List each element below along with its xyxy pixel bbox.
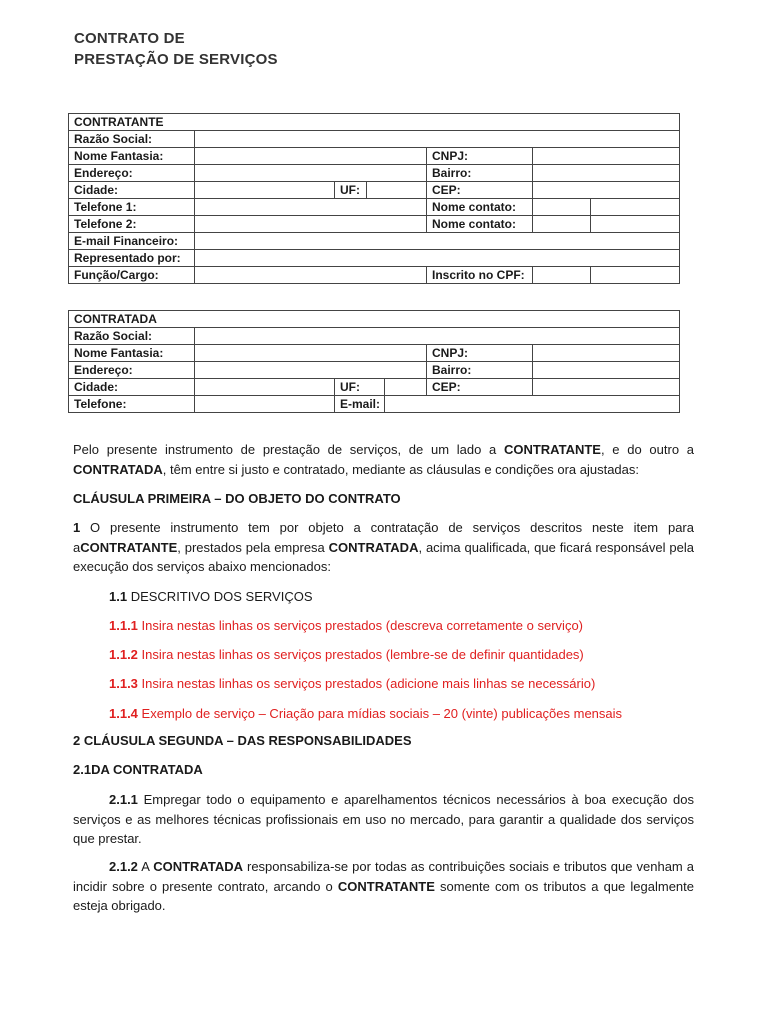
field-uf[interactable] <box>367 182 427 199</box>
field-cnpj-contratada[interactable] <box>533 345 680 362</box>
label-telefone-1: Telefone 1: <box>69 199 195 216</box>
label-inscrito-cpf: Inscrito no CPF: <box>427 267 533 284</box>
paragraph-2-1-2 <box>73 857 694 916</box>
clausula-primeira-heading: CLÁUSULA PRIMEIRA – DO OBJETO DO CONTRATO <box>73 491 401 506</box>
field-nome-fantasia-contratada[interactable] <box>195 345 427 362</box>
p212-contratante: CONTRATANTE <box>337 878 435 894</box>
p212-text-c: somente com os tributos a que legalmente esteja obrigado. <box>73 878 694 913</box>
service-item-2-text: Insira nestas linhas os serviços prestados (lembre-se de definir quantidades) <box>137 647 584 662</box>
field-nome-contato-2b[interactable] <box>591 216 680 233</box>
field-bairro-contratada[interactable] <box>533 362 680 379</box>
field-funcao-cargo[interactable] <box>195 267 427 284</box>
clausula-1-text-1: O presente instrumento tem por objeto a contratação de serviços descritos neste item para a <box>73 520 694 555</box>
p212-text-a: A <box>137 859 154 874</box>
intro-text-2: , e do outro a <box>600 442 694 457</box>
label-email-contratada: E-mail: <box>335 396 385 413</box>
label-cnpj: CNPJ: <box>427 148 533 165</box>
field-email-contratada[interactable] <box>385 396 680 413</box>
title-line-1: CONTRATO DE <box>74 30 185 47</box>
label-cidade-contratada: Cidade: <box>69 379 195 396</box>
clausula-1-number: 1 <box>73 520 81 535</box>
document-title <box>74 28 278 70</box>
contratante-header: CONTRATANTE <box>69 114 680 131</box>
service-item-3-number: 1.1.3 <box>109 676 138 691</box>
label-nome-fantasia: Nome Fantasia: <box>69 148 195 165</box>
clausula-1-text-3: , acima qualificada, que ficará responsável pela execução dos serviços abaixo mencionados: <box>73 539 694 574</box>
field-nome-contato-1b[interactable] <box>591 199 680 216</box>
label-representado-por: Representado por: <box>69 250 195 267</box>
clausula-segunda-heading: 2 CLÁUSULA SEGUNDA – DAS RESPONSABILIDADES <box>73 733 412 748</box>
descritivo-servicos <box>109 587 313 606</box>
field-cpf-a[interactable] <box>533 267 591 284</box>
service-item-3-text: Insira nestas linhas os serviços prestados (adicione mais linhas se necessário) <box>137 676 596 691</box>
label-cidade: Cidade: <box>69 182 195 199</box>
label-telefone-2: Telefone 2: <box>69 216 195 233</box>
field-cidade[interactable] <box>195 182 335 199</box>
label-razao-social: Razão Social: <box>69 131 195 148</box>
p212-text-b: responsabiliza-se por todas as contribuições sociais e tributos que venham a incidir sobre o presente contrato, arcando o <box>73 859 695 894</box>
service-item-1-text: Insira nestas linhas os serviços prestados (descreva corretamente o serviço) <box>137 618 584 633</box>
p211-text: Empregar todo o equipamento e aparelhamentos técnicos necessários à boa execução dos serviços e as melhores técnicas profissionais em uso no mercado, para garantir a qualidade dos serviços que prestar. <box>73 792 694 846</box>
descritivo-label: DESCRITIVO DOS SERVIÇOS <box>127 589 313 604</box>
field-nome-contato-1a[interactable] <box>533 199 591 216</box>
label-cep: CEP: <box>427 182 533 199</box>
field-endereco-contratada[interactable] <box>195 362 427 379</box>
field-razao-social-contratada[interactable] <box>195 328 680 345</box>
label-bairro: Bairro: <box>427 165 533 182</box>
service-item-1 <box>109 616 583 635</box>
label-razao-social-contratada: Razão Social: <box>69 328 195 345</box>
intro-contratante: CONTRATANTE <box>503 442 601 457</box>
contratada-header: CONTRATADA <box>69 311 680 328</box>
service-item-4-text: Exemplo de serviço – Criação para mídias sociais – 20 (vinte) publicações mensais <box>137 706 623 721</box>
label-cep-contratada: CEP: <box>427 379 533 396</box>
label-bairro-contratada: Bairro: <box>427 362 533 379</box>
intro-text-3: , têm entre si justo e contratado, mediante as cláusulas e condições ora ajustadas: <box>162 461 639 477</box>
intro-paragraph <box>73 440 694 479</box>
label-nome-fantasia-contratada: Nome Fantasia: <box>69 345 195 362</box>
field-telefone-contratada[interactable] <box>195 396 335 413</box>
da-contratada-heading: 2.1DA CONTRATADA <box>73 762 203 777</box>
field-telefone-1[interactable] <box>195 199 427 216</box>
field-cep-contratada[interactable] <box>533 379 680 396</box>
label-endereco: Endereço: <box>69 165 195 182</box>
label-cnpj-contratada: CNPJ: <box>427 345 533 362</box>
p212-number: 2.1.2 <box>109 859 138 874</box>
contratada-table <box>68 310 680 413</box>
intro-text-1: Pelo presente instrumento de prestação de serviços, de um lado a <box>73 442 504 457</box>
label-nome-contato-1: Nome contato: <box>427 199 533 216</box>
clausula-1-text-2: , prestados pela empresa <box>177 539 329 555</box>
field-telefone-2[interactable] <box>195 216 427 233</box>
field-bairro[interactable] <box>533 165 680 182</box>
label-uf-contratada: UF: <box>335 379 385 396</box>
label-telefone-contratada: Telefone: <box>69 396 195 413</box>
field-email-financeiro[interactable] <box>195 233 680 250</box>
field-cnpj[interactable] <box>533 148 680 165</box>
p212-contratada: CONTRATADA <box>153 859 243 874</box>
clausula-1-contratada: CONTRATADA <box>328 539 419 555</box>
contratante-table <box>68 113 680 284</box>
label-nome-contato-2: Nome contato: <box>427 216 533 233</box>
service-item-3 <box>109 674 595 693</box>
descritivo-number: 1.1 <box>109 589 128 604</box>
label-uf: UF: <box>335 182 367 199</box>
field-endereco[interactable] <box>195 165 427 182</box>
paragraph-2-1-1 <box>73 790 694 849</box>
field-cep[interactable] <box>533 182 680 199</box>
intro-contratada: CONTRATADA <box>73 461 163 477</box>
service-item-4-number: 1.1.4 <box>109 706 138 721</box>
title-line-2: PRESTAÇÃO DE SERVIÇOS <box>74 51 278 68</box>
service-item-1-number: 1.1.1 <box>109 618 138 633</box>
clausula-1-paragraph <box>73 518 694 577</box>
label-endereco-contratada: Endereço: <box>69 362 195 379</box>
field-cidade-contratada[interactable] <box>195 379 335 396</box>
field-uf-contratada[interactable] <box>385 379 427 396</box>
p211-number: 2.1.1 <box>109 792 138 807</box>
service-item-2-number: 1.1.2 <box>109 647 138 662</box>
label-email-financeiro: E-mail Financeiro: <box>69 233 195 250</box>
service-item-2 <box>109 645 584 664</box>
clausula-1-contratante: CONTRATANTE <box>80 539 178 555</box>
field-cpf-b[interactable] <box>591 267 680 284</box>
field-nome-contato-2a[interactable] <box>533 216 591 233</box>
field-representado-por[interactable] <box>195 250 680 267</box>
field-razao-social[interactable] <box>195 131 680 148</box>
field-nome-fantasia[interactable] <box>195 148 427 165</box>
service-item-4 <box>109 704 622 723</box>
label-funcao-cargo: Função/Cargo: <box>69 267 195 284</box>
